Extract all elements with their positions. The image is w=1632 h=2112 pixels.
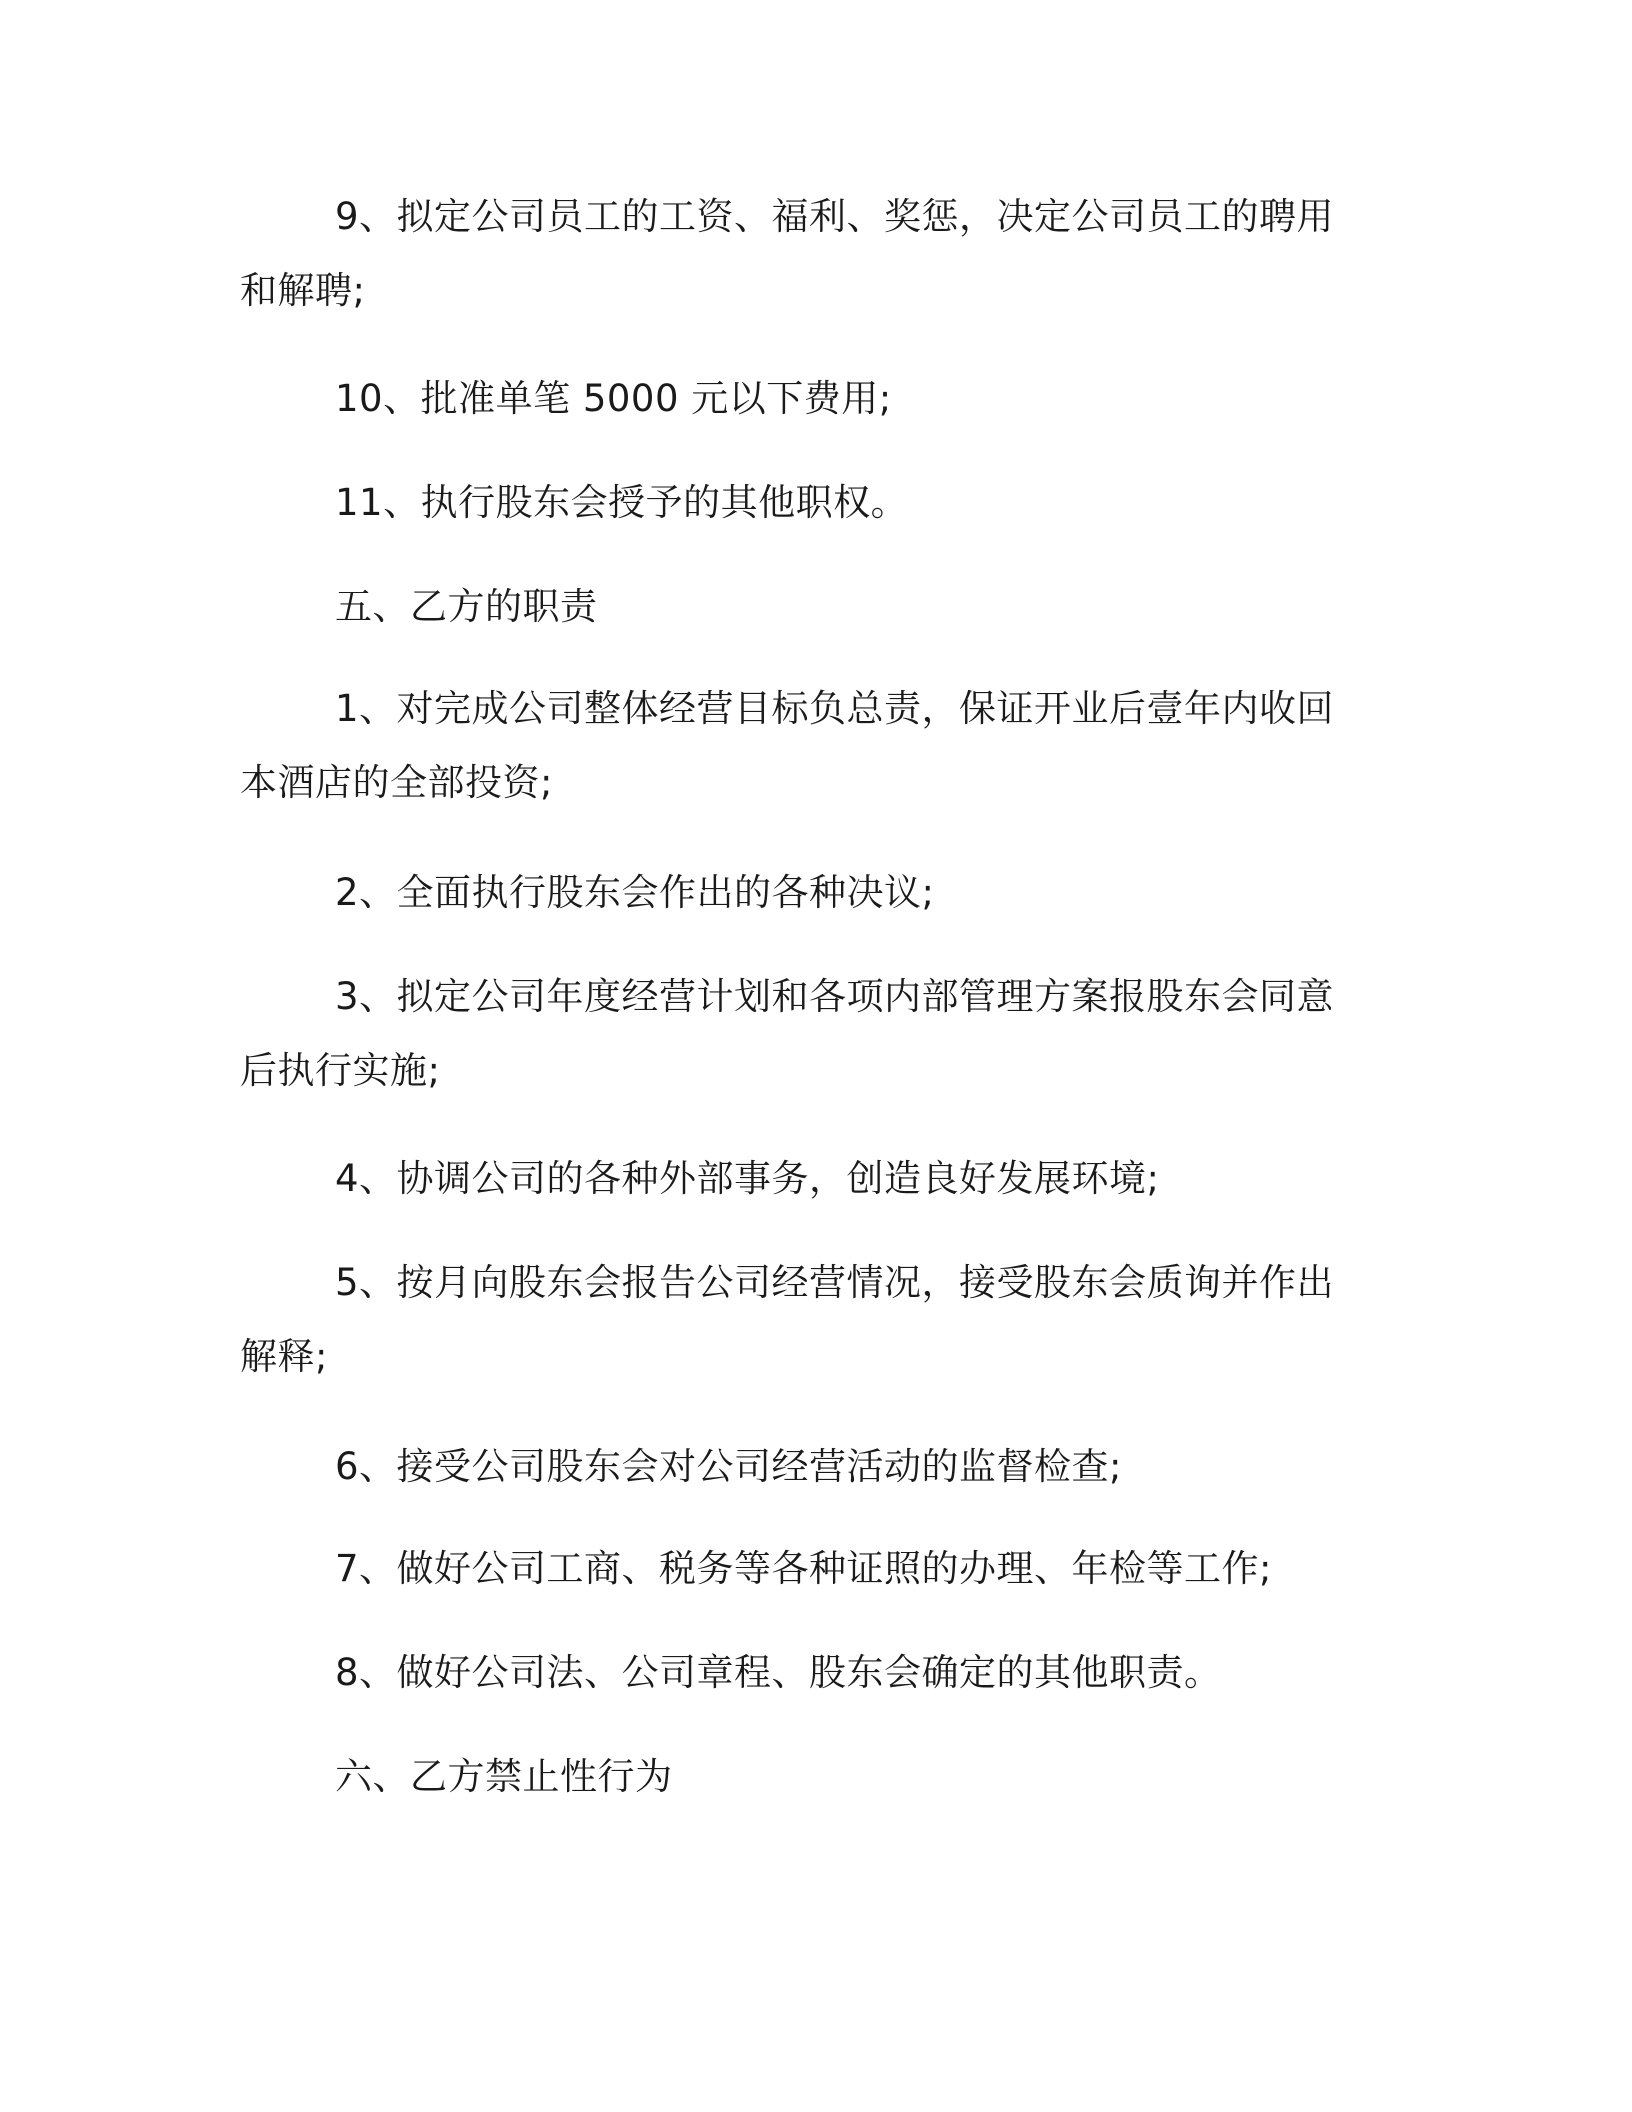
section-heading-5: 五、乙方的职责 xyxy=(335,585,598,628)
paragraph-item-10: 10、批准单笔 5000 元以下费用; xyxy=(335,377,892,420)
paragraph-item-9: 9、拟定公司员工的工资、福利、奖惩，决定公司员工的聘用和解聘; xyxy=(240,195,1335,312)
paragraph-duty-5: 5、按月向股东会报告公司经营情况，接受股东会质询并作出解释; xyxy=(240,1261,1335,1378)
paragraph-duty-2: 2、全面执行股东会作出的各种决议; xyxy=(335,871,935,914)
paragraph-duty-8: 8、做好公司法、公司章程、股东会确定的其他职责。 xyxy=(335,1651,1222,1694)
paragraph-duty-3: 3、拟定公司年度经营计划和各项内部管理方案报股东会同意后执行实施; xyxy=(240,975,1335,1092)
paragraph-item-11: 11、执行股东会授予的其他职权。 xyxy=(335,481,909,524)
paragraph-duty-4: 4、协调公司的各种外部事务，创造良好发展环境; xyxy=(335,1157,1160,1200)
paragraph-duty-6: 6、接受公司股东会对公司经营活动的监督检查; xyxy=(335,1445,1123,1488)
paragraph-duty-7: 7、做好公司工商、税务等各种证照的办理、年检等工作; xyxy=(335,1547,1273,1590)
paragraph-duty-1: 1、对完成公司整体经营目标负总责，保证开业后壹年内收回本酒店的全部投资; xyxy=(240,687,1335,804)
section-heading-6: 六、乙方禁止性行为 xyxy=(335,1755,673,1798)
